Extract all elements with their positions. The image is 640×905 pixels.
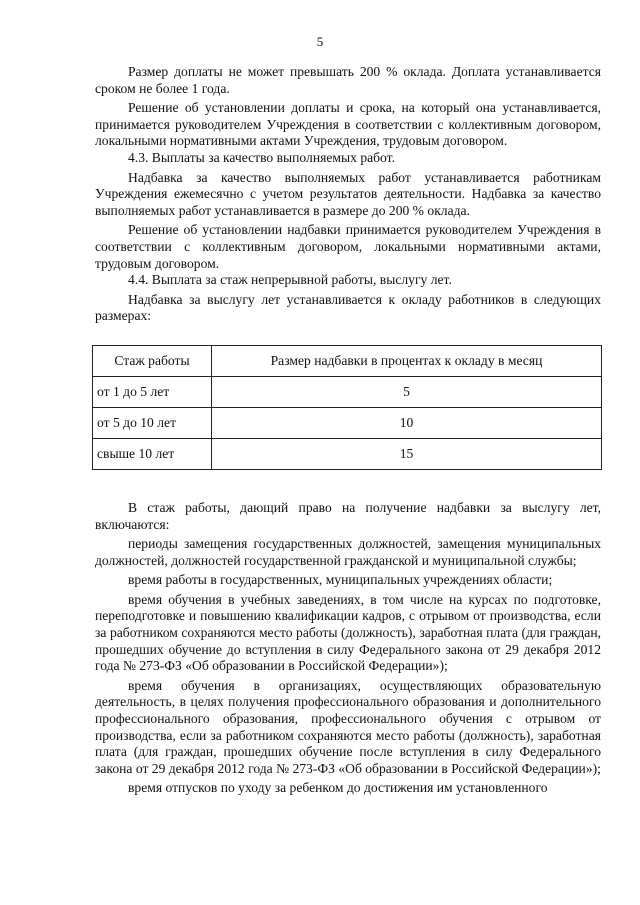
- table-header-cell: Размер надбавки в процентах к окладу в месяц: [212, 345, 602, 376]
- table-cell-percent: 10: [212, 407, 602, 438]
- list-item: время обучения в организациях, осуществляющих образовательную деятельность, в целях получения профессионального образования и дополнительного профессионального образования, профессионального обучения с отрывом от производства, если за работником сохраняются место работы (должность), заработная плата (для граждан, прошедших обучение после вступления в силу Федерального закона от 29 декабря 2012 года № 273-ФЗ «Об образовании в Российской Федерации»);: [95, 677, 601, 776]
- table-row: [93, 407, 602, 438]
- list-item: периоды замещения государственных должностей, замещения муниципальных должностей, должностей государственной гражданской и муниципальной службы;: [95, 536, 601, 568]
- table-cell-tenure: от 5 до 10 лет: [93, 407, 212, 438]
- table-row: [93, 438, 602, 469]
- paragraph-seniority-includes: В стаж работы, дающий право на получение надбавки за выслугу лет, включаются:: [95, 499, 601, 532]
- table-header-cell: Стаж работы: [93, 345, 212, 376]
- list-item: время обучения в учебных заведениях, в том числе на курсах по подготовке, переподготовке и повышению квалификации кадров, с отрывом от производства, если за работником сохраняются место работы (должность), заработная плата (для граждан, прошедших обучение до вступления в силу Федерального закона от 29 декабря 2012 года № 273-ФЗ «Об образовании в Российской Федерации»);: [95, 591, 601, 674]
- paragraph-payment-decision: Решение об установлении доплаты и срока, на который она устанавливается, принимается руководителем Учреждения в соответствии с коллективным договором, локальными нормативными актами Учреждения, трудовым договором.: [95, 100, 601, 149]
- table-cell-percent: 15: [212, 438, 602, 469]
- list-item: время отпусков по уходу за ребенком до достижения им установленного: [128, 780, 548, 796]
- document-body: [95, 64, 601, 797]
- section-heading-4-4: 4.4. Выплата за стаж непрерывной работы, выслугу лет.: [128, 272, 452, 288]
- paragraph-payment-limit: Размер доплаты не может превышать 200 % оклада. Доплата устанавливается сроком не более 1 года.: [95, 64, 601, 96]
- seniority-bonus-table: [92, 345, 602, 470]
- list-item: время работы в государственных, муниципальных учреждениях области;: [128, 572, 553, 588]
- table-cell-tenure: от 1 до 5 лет: [93, 376, 212, 407]
- section-heading-4-3: 4.3. Выплаты за качество выполняемых работ.: [128, 149, 395, 165]
- paragraph-bonus-decision: Решение об установлении надбавки принимается руководителем Учреждения в соответствии с коллективным договором, локальными нормативными актами, трудовым договором.: [95, 222, 601, 271]
- table-header-row: [93, 345, 602, 376]
- table-row: [93, 376, 602, 407]
- table-cell-percent: 5: [212, 376, 602, 407]
- paragraph-quality-bonus: Надбавка за качество выполняемых работ устанавливается работникам Учреждения ежемесячно с учетом результатов деятельности. Надбавка за качество выполняемых работ устанавливается в размере до 200 % оклада.: [95, 169, 601, 218]
- paragraph-seniority-intro: Надбавка за выслугу лет устанавливается к окладу работников в следующих размерах:: [95, 291, 601, 324]
- table-cell-tenure: свыше 10 лет: [93, 438, 212, 469]
- page-number: 5: [316, 34, 324, 49]
